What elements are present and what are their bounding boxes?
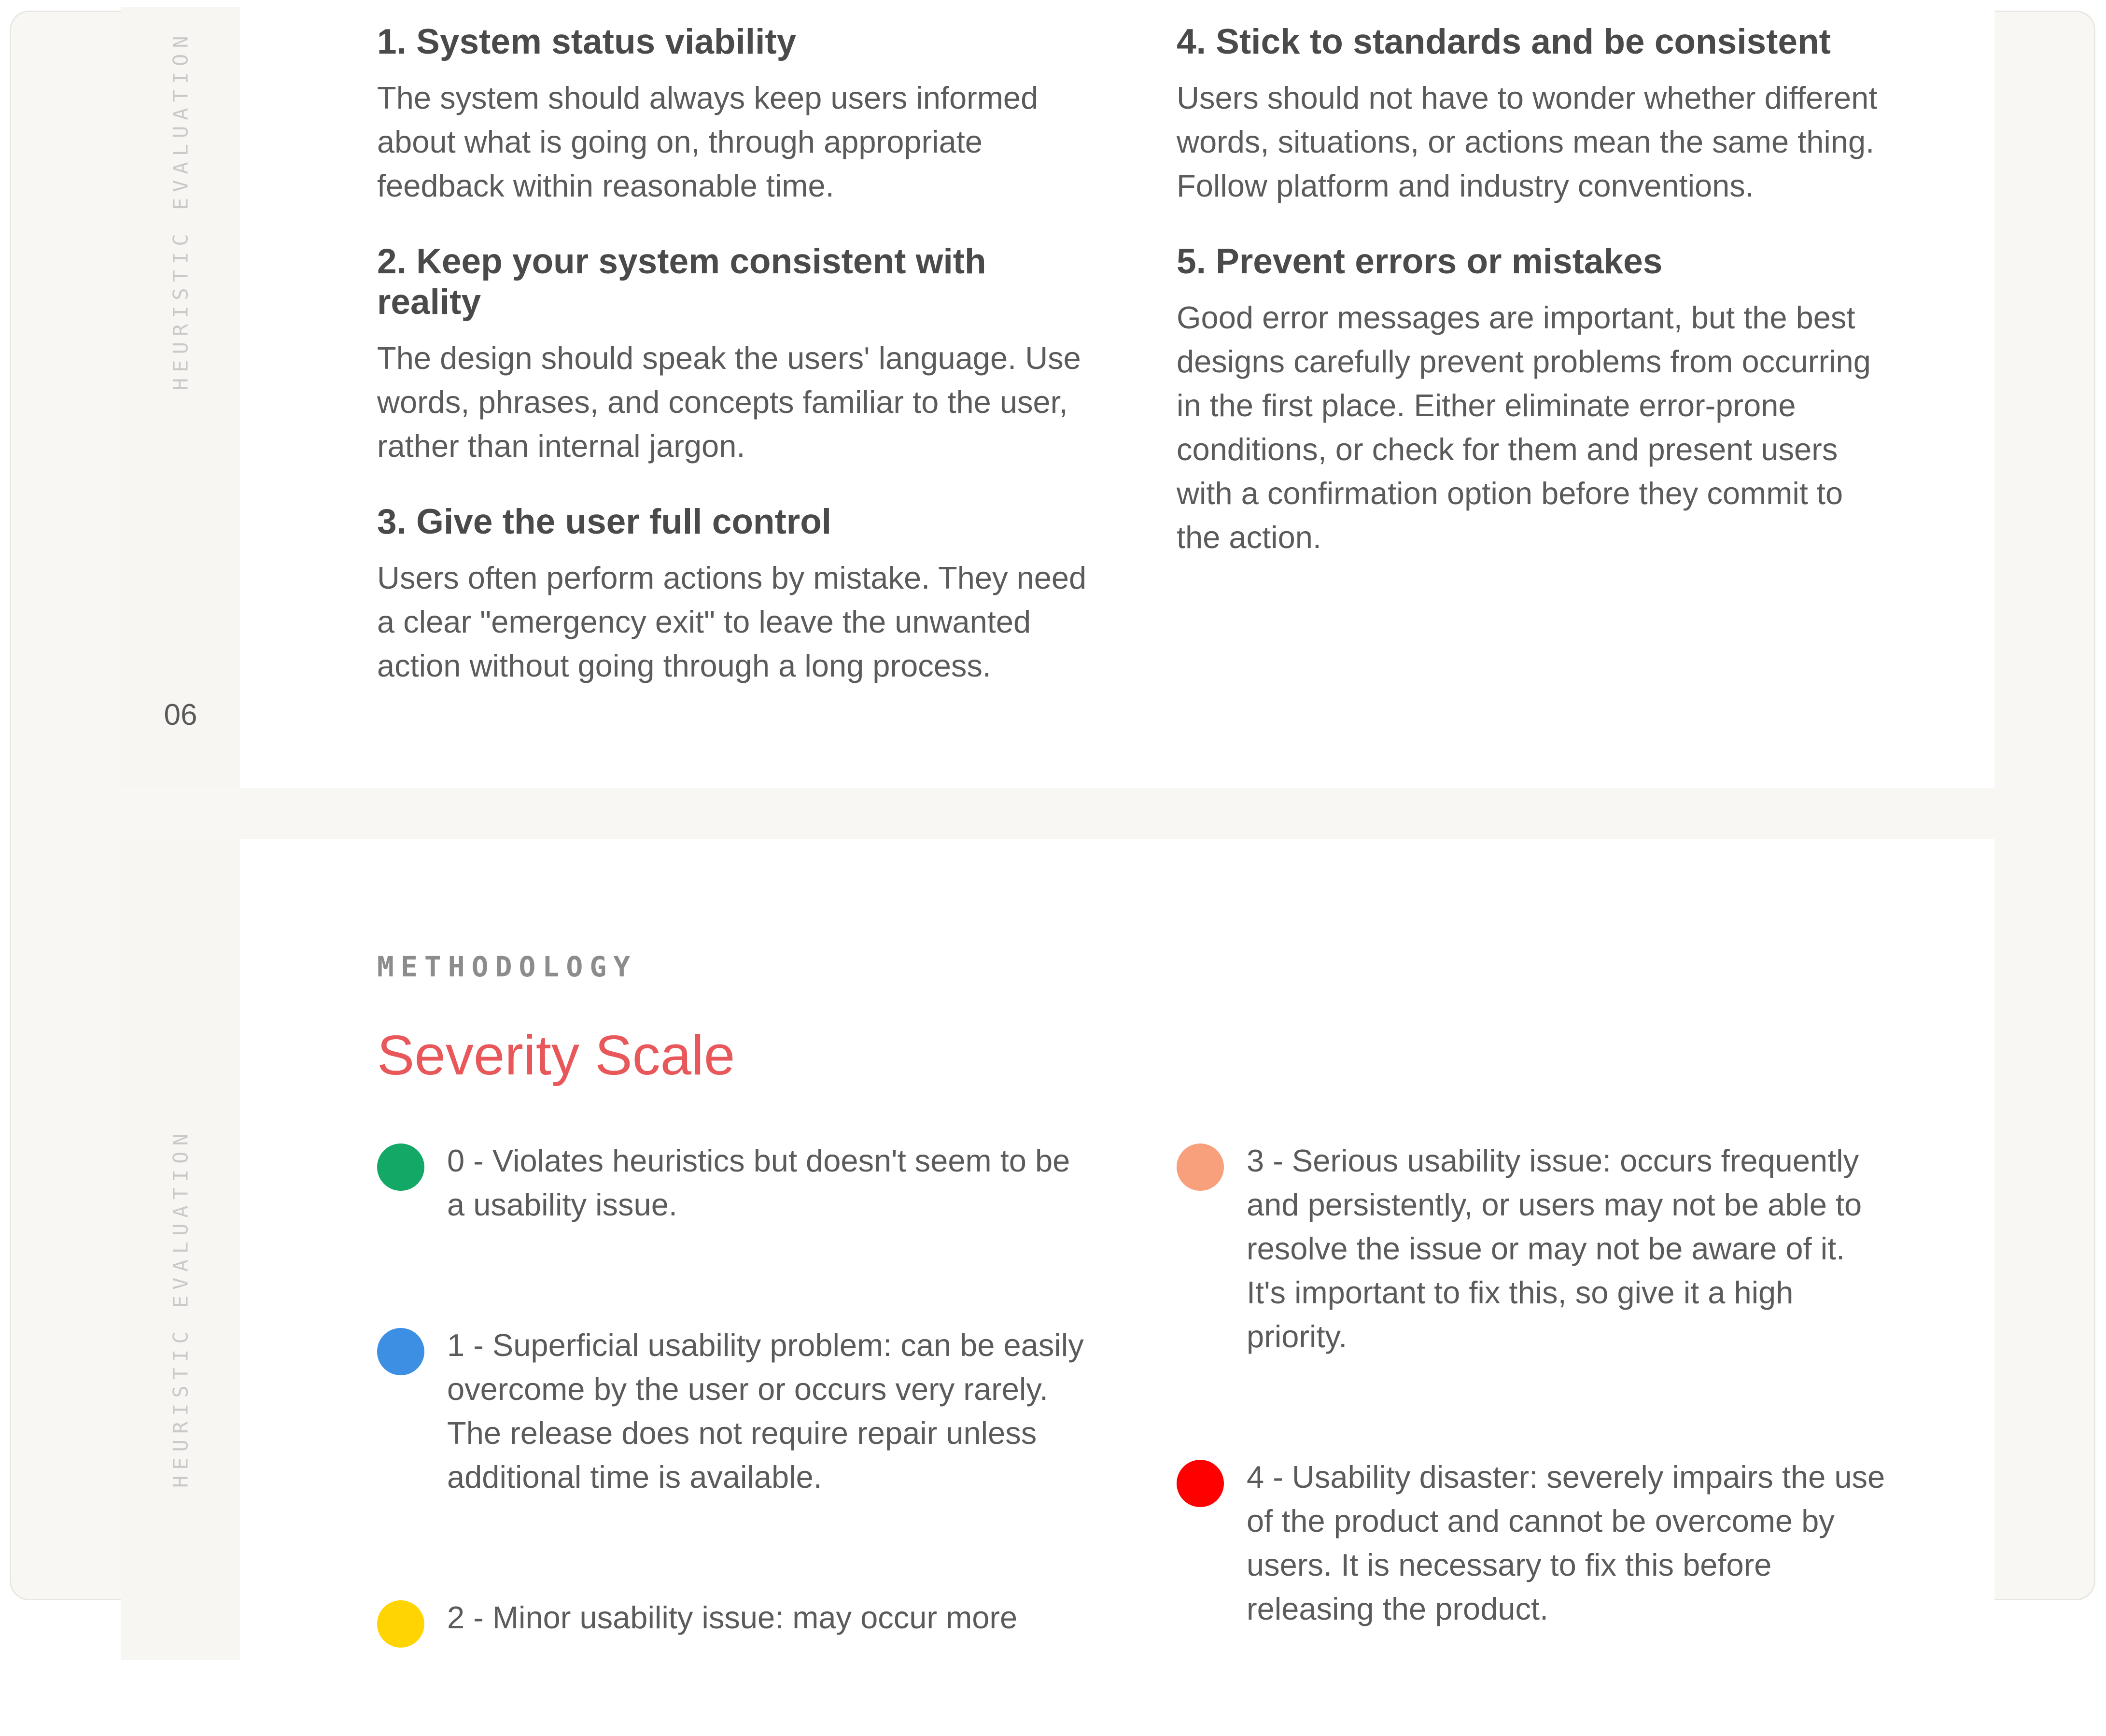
heuristic-description: The system should always keep users informed about what is going on, through appropriate feedback within reasonable time. [377,80,1039,203]
severity-item [377,1595,1087,1639]
severity-dot-1 [377,1328,424,1375]
page-gutter [121,7,240,788]
heuristic-item [377,502,1087,688]
severity-description: 2 - Minor usability issue: may occur more [447,1600,1018,1635]
severity-dot-4 [1177,1460,1224,1507]
heuristic-item [1177,241,1886,559]
severity-description: 1 - Superficial usability problem: can be easily overcome by the user or occurs very rarely. The release does not require repair unless additional time is available. [447,1327,1084,1495]
severity-dot-2 [377,1600,424,1648]
severity-item [1177,1455,1886,1631]
heuristic-description: Users often perform actions by mistake. They need a clear "emergency exit" to leave the unwanted action without going through a long process. [377,560,1087,683]
severity-right-column [1177,1139,1886,1727]
heuristics-right-column [1177,22,1886,593]
side-label: HEURISTIC EVALUATION [168,30,193,390]
severity-description: 4 - Usability disaster: severely impairs the use of the product and cannot be overcome by users. It is necessary to fix this before releasing the product. [1247,1459,1885,1626]
document-viewer [10,11,2095,1635]
heuristics-left-column [377,22,1087,721]
page-gutter [121,839,240,1660]
heuristic-title: 2. Keep your system consistent with reality [377,241,986,322]
page-number: 06 [164,698,197,732]
severity-item [377,1139,1087,1227]
severity-item [377,1323,1087,1499]
side-label: HEURISTIC EVALUATION [168,1128,193,1488]
heuristic-title: 1. System status viability [377,22,797,61]
heuristic-description: Users should not have to wonder whether different words, situations, or actions mean the same thing. Follow platform and industry conventions. [1177,80,1878,203]
heuristic-title: 5. Prevent errors or mistakes [1177,241,1663,281]
severity-dot-0 [377,1143,424,1191]
heuristic-description: Good error messages are important, but the best designs carefully prevent problems from occurring in the first place. Either eliminate error-prone conditions, or check for them and present users with a confirmation option before they commit to the action. [1177,299,1871,555]
document-page-6 [121,7,1994,788]
heuristic-title: 4. Stick to standards and be consistent [1177,22,1831,61]
severity-item [1177,1139,1886,1358]
heuristic-item [377,241,1087,468]
document-page-7 [121,839,1994,1660]
heuristic-title: 3. Give the user full control [377,502,832,541]
heuristic-description: The design should speak the users' language. Use words, phrases, and concepts familiar to the user, rather than internal jargon. [377,340,1081,464]
section-title: Severity Scale [377,1024,735,1087]
severity-description: 0 - Violates heuristics but doesn't seem to be a usability issue. [447,1143,1070,1222]
heuristic-item [1177,22,1886,208]
heuristic-item [377,22,1087,208]
severity-dot-3 [1177,1143,1224,1191]
section-eyebrow: METHODOLOGY [377,950,637,983]
severity-left-column [377,1139,1087,1736]
severity-description: 3 - Serious usability issue: occurs frequently and persistently, or users may not be able to resolve the issue or may not be aware of it. It's important to fix this, so give it a high priority. [1247,1143,1862,1354]
